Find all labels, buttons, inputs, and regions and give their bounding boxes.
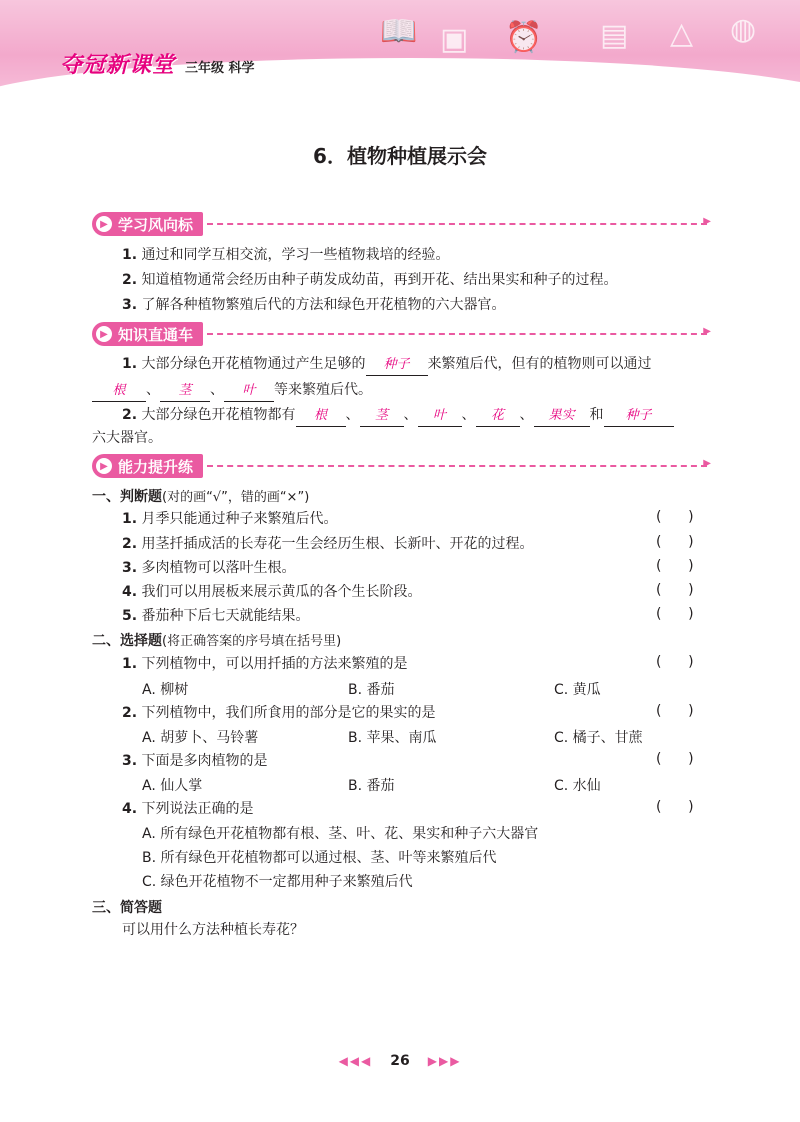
brand	[60, 48, 255, 79]
dashed-divider	[207, 465, 707, 467]
page-number: 26	[390, 1053, 410, 1069]
page-title: 6．植物种植展示会	[313, 144, 487, 168]
choice-option[interactable]: C. 黄瓜	[554, 682, 601, 698]
choice-option[interactable]: C. 橘子、甘蔗	[554, 730, 643, 746]
choice-question: 3. 下面是多肉植物的是	[122, 753, 268, 769]
goal-item: 1. 通过和同学互相交流，学习一些植物栽培的经验。	[122, 247, 450, 263]
judge-item: 2. 用茎扦插成活的长寿花一生会经历生根、长新叶、开花的过程。	[122, 536, 534, 552]
judge-item: 3. 多肉植物可以落叶生根。	[122, 560, 296, 576]
answer-paren[interactable]: ( )	[656, 509, 694, 525]
knowledge-item-1-cont: 根 、 茎 、 叶 等来繁殖后代。	[92, 380, 372, 402]
choice-option[interactable]: C. 水仙	[554, 778, 601, 794]
play-icon: ▶	[96, 216, 112, 232]
choice-option[interactable]: B. 番茄	[348, 682, 395, 698]
judge-item: 4. 我们可以用展板来展示黄瓜的各个生长阶段。	[122, 584, 422, 600]
answer-paren[interactable]: ( )	[656, 606, 694, 622]
judge-item: 5. 番茄种下后七天就能结果。	[122, 608, 310, 624]
grade-subject: 三年级 科学	[185, 61, 255, 76]
answer-paren[interactable]: ( )	[656, 654, 694, 670]
globe-icon: ◍	[730, 12, 757, 47]
choice-option[interactable]: A. 所有绿色开花植物都有根、茎、叶、花、果实和种子六大器官	[142, 826, 539, 842]
choice-option[interactable]: B. 番茄	[348, 778, 395, 794]
knowledge-item-1: 1. 大部分绿色开花植物通过产生足够的 种子 来繁殖后代，但有的植物则可以通过	[122, 354, 652, 376]
judge-item: 1. 月季只能通过种子来繁殖后代。	[122, 511, 338, 527]
dashed-divider	[207, 333, 707, 335]
compass-icon: △	[670, 16, 694, 51]
answer-paren[interactable]: ( )	[656, 799, 694, 815]
answer-blank[interactable]: 种子	[366, 355, 428, 376]
goal-item: 2. 知道植物通常会经历由种子萌发成幼苗，再到开花、结出果实和种子的过程。	[122, 272, 618, 288]
page-header	[0, 0, 800, 92]
goal-item: 3. 了解各种植物繁殖后代的方法和绿色开花植物的六大器官。	[122, 297, 506, 313]
answer-blank[interactable]: 根	[92, 381, 146, 402]
answer-paren[interactable]: ( )	[656, 534, 694, 550]
choice-question: 1. 下列植物中，可以用扦插的方法来繁殖的是	[122, 656, 408, 672]
play-icon: ▶	[96, 458, 112, 474]
short-answer-heading: 三、简答题	[92, 900, 162, 916]
clock-icon: ⏰	[505, 20, 543, 55]
play-icon: ▶	[96, 326, 112, 342]
short-answer-question: 可以用什么方法种植长寿花？	[122, 922, 304, 938]
section-title: 能力提升练	[118, 457, 194, 476]
knowledge-item-2: 2. 大部分绿色开花植物都有 根 、 茎 、 叶 、 花 、 果实 和 种子	[122, 405, 674, 427]
answer-blank[interactable]: 叶	[418, 406, 462, 427]
answer-blank[interactable]: 茎	[360, 406, 404, 427]
answer-blank[interactable]: 种子	[604, 406, 674, 427]
answer-paren[interactable]: ( )	[656, 751, 694, 767]
right-arrows-icon: ▶▶▶	[427, 1054, 462, 1068]
choice-question: 4. 下列说法正确的是	[122, 801, 254, 817]
bag-icon: ▣	[440, 22, 469, 57]
answer-paren[interactable]: ( )	[656, 582, 694, 598]
book-icon: 📖	[380, 14, 418, 49]
answer-paren[interactable]: ( )	[656, 703, 694, 719]
page-footer	[0, 1053, 800, 1069]
judge-heading: 一、判断题(对的画“√”，错的画“×”)	[92, 489, 310, 505]
left-arrows-icon: ◀◀◀	[338, 1054, 373, 1068]
brand-logo: 夺冠新课堂	[60, 53, 176, 78]
section-title: 知识直通车	[118, 325, 194, 344]
choice-option[interactable]: A. 仙人掌	[142, 778, 203, 794]
answer-blank[interactable]: 茎	[160, 381, 210, 402]
choice-heading: 二、选择题(将正确答案的序号填在括号里)	[92, 633, 342, 649]
answer-blank[interactable]: 果实	[534, 406, 590, 427]
choice-option[interactable]: B. 苹果、南瓜	[348, 730, 437, 746]
book-icon: ▤	[600, 18, 629, 53]
section-header-knowledge	[92, 322, 707, 346]
section-header-goals	[92, 212, 707, 236]
answer-blank[interactable]: 根	[296, 406, 346, 427]
choice-option[interactable]: B. 所有绿色开花植物都可以通过根、茎、叶等来繁殖后代	[142, 850, 497, 866]
dashed-divider	[207, 223, 707, 225]
answer-paren[interactable]: ( )	[656, 558, 694, 574]
choice-option[interactable]: A. 柳树	[142, 682, 189, 698]
section-title: 学习风向标	[118, 215, 194, 234]
choice-option[interactable]: C. 绿色开花植物不一定都用种子来繁殖后代	[142, 874, 413, 890]
answer-blank[interactable]: 花	[476, 406, 520, 427]
section-header-practice	[92, 454, 707, 478]
choice-option[interactable]: A. 胡萝卜、马铃薯	[142, 730, 259, 746]
knowledge-item-2-cont: 六大器官。	[92, 430, 162, 446]
choice-question: 2. 下列植物中，我们所食用的部分是它的果实的是	[122, 705, 436, 721]
answer-blank[interactable]: 叶	[224, 381, 274, 402]
